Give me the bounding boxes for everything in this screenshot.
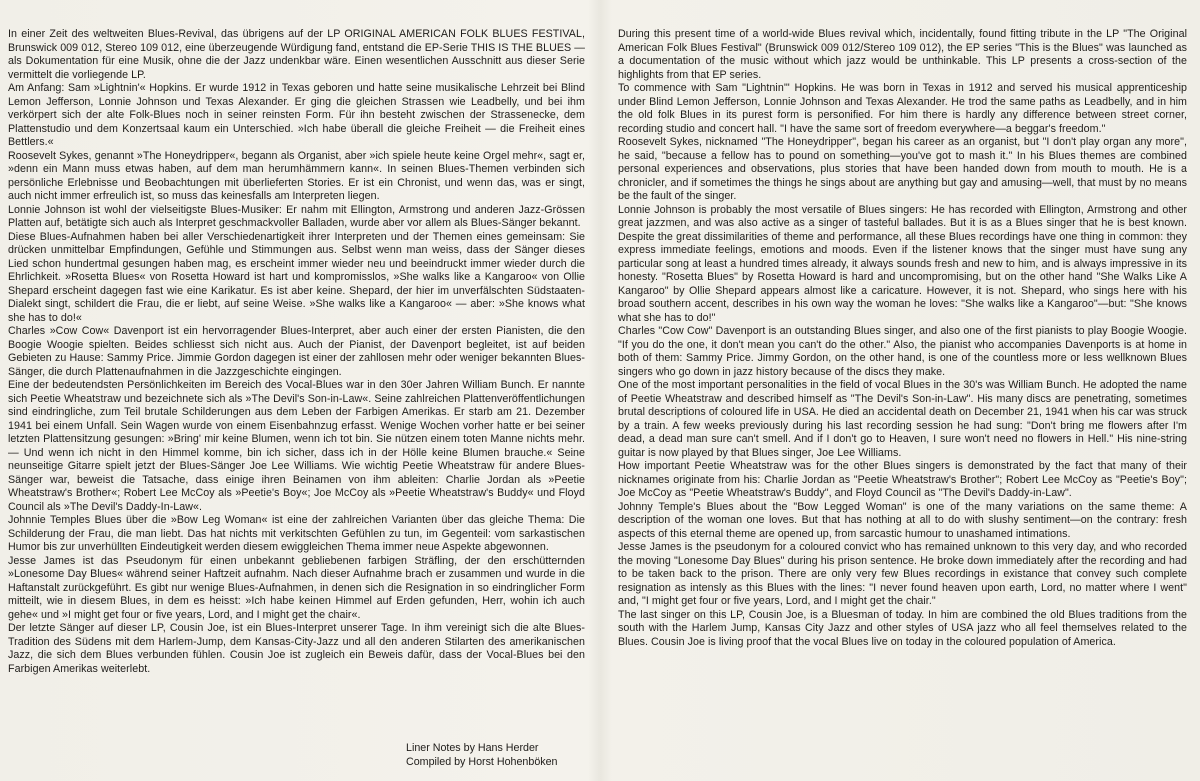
german-paragraph-sykes: Roosevelt Sykes, genannt »The Honeydripper«, begann als Organist, aber »ich spiele heute keine Orgel mehr«, sagt er, »denn ein Mann muss etwas haben, auf dem man herumhämmern kann«. In seinen Blues-Themen verbinden sich persönliche Erlebnisse und Beobachtungen mit überlieferten Stories. Er ist ein Chronist, und wenn das, was er singt, auch nicht immer erfreulich ist, so muss das keinesfalls am Interpreten liegen. [8,149,585,202]
german-paragraph-intro: In einer Zeit des weltweiten Blues-Revival, das übrigens auf der LP ORIGINAL AMERICAN FOLK BLUES FESTIVAL, Brunswick 009 012, Stereo 109 012, eine überzeugende Würdigung fand, entstand die EP-Serie THIS IS THE BLUES — als Dokumentation für eine Musik, ohne die der Jazz undenkbar wäre. Einen wesentlichen Ausschnitt aus dieser Serie vermittelt die vorliegende LP. [8,28,585,81]
english-paragraph-nicknames: How important Peetie Wheatstraw was for the other Blues singers is demonstrated by the fact that many of their nicknames originate from his: Charlie Jordan as "Peetie Wheatstraw's Brother"; Robert Lee McCoy as "Peetie's Boy"; Joe McCoy as "Peetie Wheatstraw's Buddy", and Floyd Council as "The Devil's Daddy-in-Law". [618,460,1187,499]
english-text-column [618,28,1187,649]
english-paragraph-cousin-joe: The last singer on this LP, Cousin Joe, is a Bluesman of today. In him are combined the old Blues traditions from the south with the Harlem Jump, Kansas City Jazz and other styles of USA jazz who all feel themselves related to the Blues. Cousin Joe is living proof that the vocal Blues live on today in the coloured population of America. [618,608,1187,648]
german-paragraph-recordings: Diese Blues-Aufnahmen haben bei aller Verschiedenartigkeit ihrer Interpreten und der Themen eines gemeinsam: Sie drücken unmittelbar Empfindungen, Gefühle und Stimmungen aus. Selbst wenn man weiss, dass der Sänger dieses Lied schon hundertmal gesungen haben mag, es erscheint immer wieder neu und beeindruckt immer wieder durch die Ehrlichkeit. »Rosetta Blues« von Rosetta Howard ist hart und kompromisslos, »She walks like a Kangaroo« von Ollie Shepard erscheint dagegen fast wie eine Karikatur. Es ist aber keine. Shepard, der hier im unverfälschten Südstaaten-Dialekt singt, schildert die Frau, die er liebt, auf seine Weise. »She walks like a Kangaroo« — aber: »She knows what she has to do!« [8,230,585,324]
credit-liner-notes: Liner Notes by Hans Herder [406,742,539,754]
german-paragraph-wheatstraw: Eine der bedeutendsten Persönlichkeiten im Bereich des Vocal-Blues war in den 30er Jahren William Bunch. Er nannte sich Peetie Wheatstraw und bezeichnete sich als »The Devil's Son-in-Law«. Seine zahlreichen Plattenveröffentlichungen sind eindringliche, zum Teil brutale Schilderungen aus dem Leben der Farbigen Amerikas. Er starb am 21. Dezember 1941 bei einem Unfall. Sein Wagen wurde von einem Eisenbahnzug erfasst. Wenige Wochen vorher hatte er bei seiner letzten Plattensitzung gesungen: »Bring' mir keine Blumen, wenn ich tot bin. Sie nützen einem toten Manne nichts mehr. — Und wenn ich nicht in den Himmel komme, bin ich sicher, dass ich in der Hölle keine Blumen brauche.« Seine neunseitige Gitarre spielt jetzt der Blues-Sänger Joe Lee Williams. Wie wichtig Peetie Wheatstraw für andere Blues-Sänger war, beweist die Tatsache, dass einige ihren Beinamen von ihm ableiten: Charlie Jordan als »Peetie Wheatstraw's Brother«; Robert Lee McCoy als »Peetie's Boy«; Joe McCoy als »Peetie Wheatstraw's Buddy« und Floyd Council als »The Devil's Daddy-In-Law«. [8,379,585,513]
english-paragraph-intro: During this present time of a world-wide Blues revival which, incidentally, found fitting tribute in the LP "The Original American Folk Blues Festival" (Brunswick 009 012/Stereo 109 012), the EP series "This is the Blues" was launched as a documentation of the music without which jazz would be unthinkable. This LP presents a cross-section of the highlights from that EP series. [618,28,1187,81]
english-paragraph-james: Jesse James is the pseudonym for a coloured convict who has remained unknown to this very day, and who recorded the moving "Lonesome Day Blues" during his prison sentence. He broke down immediately after the recording and had to be taken back to the prison. There are only very few Blues recordings in existance that convey such complete resignation as intensly as this Blues with the lines: "I never found heaven upon earth, Lord, no matter where I went" and, "I might get four or five years, Lord, and I might get the chair." [618,541,1187,607]
english-paragraph-sykes: Roosevelt Sykes, nicknamed "The Honeydripper", began his career as an organist, but "I don't play organ any more", he said, "because a fellow has to pound on something—you've got to mash it." In his Blues themes are combined personal experiences and observations, plus stories that have been handed down from mouth to mouth. He is a chronicler, and if sometimes the things he sings about are anything but gay and amusing—well, that must by no means be the fault of the singer. [618,136,1187,202]
english-paragraph-johnson: Lonnie Johnson is probably the most versatile of Blues singers: He has recorded with Ellington, Armstrong and other great jazzmen, and was also active as a singer of tasteful ballades. But it is as a Blues singer that he is best known. Despite the great dissimilarities of theme and performance, all these Blues recordings have one thing in common: they express immediate feelings, emotions and moods. Even if the listener knows that the singer must have sung any particular song at least a hundred times already, it always sounds fresh and new to him, and is always impressive in its honesty. "Rosetta Blues" by Rosetta Howard is hard and uncompromising, but on the other hand "She Walks Like A Kangaroo" by Ollie Shepard appears almost like a caricature. However, it is not. Shepard, who sings here with his broad southern accent, describes in his own way the woman he loves: "She walks like a Kangaroo"—but: "She knows what she has to do!" [618,203,1187,324]
german-paragraph-davenport: Charles »Cow Cow« Davenport ist ein hervorragender Blues-Interpret, aber auch einer der ersten Pianisten, die den Boogie Woogie spielten. Beides schliesst sich nicht aus. Auch der Pianist, der Davenport begleitet, ist auf beiden Gebieten zu Hause: Sammy Price. Jimmie Gordon dagegen ist einer der zahllosen mehr oder weniger bekannten Blues-Sänger, die durch Plattenaufnahmen in die Jazzgeschichte eingingen. [8,325,585,378]
english-paragraph-davenport: Charles "Cow Cow" Davenport is an outstanding Blues singer, and also one of the first pianists to play Boogie Woogie. "If you do the one, it don't mean you can't do the other." Also, the pianist who accompanies Davenports is at home in both of them: Sammy Price. Jimmy Gordon, on the other hand, is one of the countless more or less wellknown Blues singers who go down in jazz history because of the discs they make. [618,325,1187,378]
english-paragraph-wheatstraw: One of the most important personalities in the field of vocal Blues in the 30's was William Bunch. He adopted the name of Peetie Wheatstraw and described himself as "The Devil's Son-in-Law". His many discs are penetrating, sometimes brutal descriptions of coloured life in USA. He died an accidental death on December 21, 1941 when his car was struck by a train. A few weeks previously during his last recording session he had sung: "Don't bring me flowers after I'm dead, a dead man sure can't smell. And if I don't go to Heaven, I sure won't need no flowers in Hell." His nine-string guitar is now played by that Blues singer, Joe Lee Williams. [618,379,1187,459]
english-paragraph-hopkins: To commence with Sam "Lightnin'" Hopkins. He was born in Texas in 1912 and served his musical apprenticeship under Blind Lemon Jefferson, Lonnie Johnson and Texas Alexander. He trod the same paths as Leadbelly, and in him the old folk Blues in its purest form is personified. For him there is hardly any difference between street corner, recording studio and concert hall. "I have the same sort of freedom everywhere—a beggar's freedom." [618,82,1187,135]
german-paragraph-cousin-joe: Der letzte Sänger auf dieser LP, Cousin Joe, ist ein Blues-Interpret unserer Tage. In ihm vereinigt sich die alte Blues-Tradition des Südens mit dem Harlem-Jump, dem Kansas-City-Jazz und all den anderen Stilarten des amerikanischen Jazz, die sich dem Blues verbunden fühlen. Cousin Joe ist zugleich ein Beweis dafür, dass der Vocal-Blues bei den Farbigen Amerikas weiterlebt. [8,622,585,675]
german-paragraph-johnson: Lonnie Johnson ist wohl der vielseitigste Blues-Musiker: Er nahm mit Ellington, Armstrong und anderen Jazz-Grössen Platten auf, betätigte sich auch als Interpret geschmackvoller Balladen, wurde aber vor allem als Blues-Sänger bekannt. [8,203,585,229]
english-paragraph-temple: Johnny Temple's Blues about the "Bow Legged Woman" is one of the many variations on the same theme: A description of the woman one loves. But that has nothing at all to do with slushy sentiment—on the contrary: fresh aspects of this eternal theme are opened up, from sarcastic humour to unashamed intimations. [618,500,1187,540]
german-text-column [8,28,585,676]
credit-compiled-by: Compiled by Horst Hohenböken [406,756,558,768]
liner-notes-credits [406,741,558,769]
german-paragraph-james: Jesse James ist das Pseudonym für einen unbekannt gebliebenen farbigen Sträfling, der den erschütternden »Lonesome Day Blues« während seiner Haftzeit aufnahm. Nach dieser Aufnahme brach er zusammen und wurde in die Haftanstalt zurückgeführt. Es gibt nur wenige Blues-Aufnahmen, in denen sich die Resignation in so eindringlicher Form mitteilt, wie in diesem Blues, in dem es heisst: »Ich habe keinen Himmel auf Erden gefunden, Herr, wohin ich auch gehe« und »I might get four or five years, Lord, and I might get the chair«. [8,554,585,621]
german-paragraph-hopkins: Am Anfang: Sam »Lightnin'« Hopkins. Er wurde 1912 in Texas geboren und hatte seine musikalische Lehrzeit bei Blind Lemon Jefferson, Lonnie Johnson und Texas Alexander. Er ging die gleichen Strassen wie Leadbelly, und bei ihm verkörpert sich der alte Folk-Blues noch in seiner reinsten Form. Für ihn besteht zwischen der Strassenecke, dem Plattenstudio und dem Konzertsaal kaum ein Unterschied. »Ich habe überall die gleiche Freiheit — die Freiheit eines Bettlers.« [8,82,585,148]
german-paragraph-temple: Johnnie Temples Blues über die »Bow Leg Woman« ist eine der zahlreichen Varianten über das gleiche Thema: Die Schilderung der Frau, die man liebt. Das hat nichts mit verkitschten Gefühlen zu tun, im Gegenteil: vom sarkastischen Humor bis zur unverhüllten Eindeutigkeit werden diesem ewiggleichen Thema immer neue Aspekte abgewonnen. [8,514,585,553]
